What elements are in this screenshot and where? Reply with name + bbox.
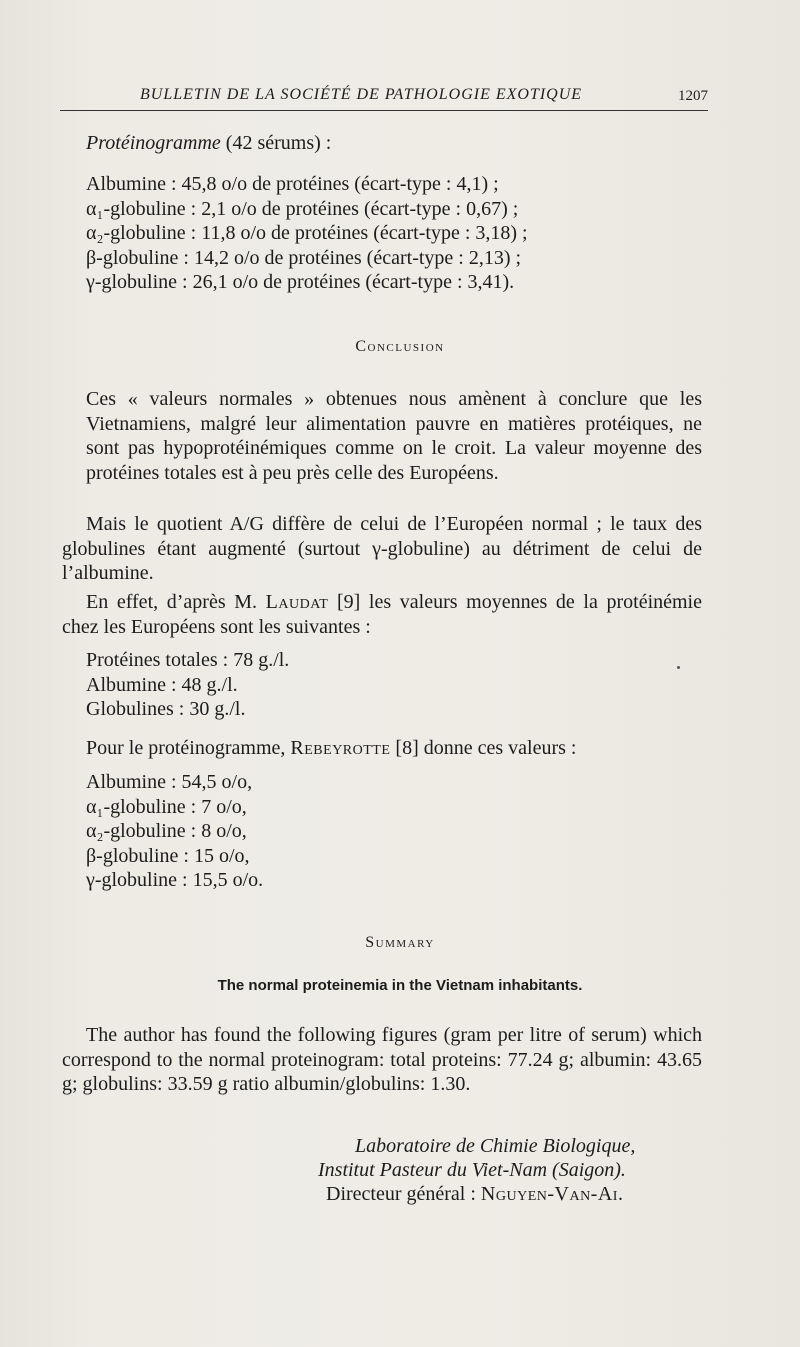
author-rebeyrotte: Rebeyrotte [290,737,391,759]
proteinogram-heading [86,131,331,156]
page-number: 1207 [678,88,708,104]
proteinogram-line-beta: β-globuline : 14,2 o/o de protéines (écart-type : 2,13) ; [86,246,522,269]
summary-english-title: The normal proteinemia in the Vietnam inhabitants. [217,977,583,994]
proteinogram-list [86,172,528,295]
rebeyrotte-values-list [86,770,263,893]
proteinogram-line-albumine: Albumine : 45,8 o/o de protéines (écart-type : 4,1) ; [86,173,499,195]
paragraph-4-start: Pour le protéinogramme, [86,737,291,759]
conclusion-paragraph-3 [62,590,702,639]
european-values-list [86,648,289,722]
running-title: BULLETIN DE LA SOCIÉTÉ DE PATHOLOGIE EXOTIQUE [140,86,583,103]
proteinogram-count: (42 sérums) : [225,132,332,154]
conclusion-paragraph-1: Ces « valeurs normales » obtenues nous amènent à conclure que les Vietnamiens, malgré leur alimentation pauvre en matières protéiques, ne sont pas hypoprotéinémiques comme on le croit. La valeur moyenne des protéines totales est à peu près celle des Européens. [86,388,702,484]
speck-mark [677,666,680,669]
european-value-globulines: Globulines : 30 g./l. [86,698,246,720]
proteinogram-line-alpha1: α₁-globuline : 2,1 o/o de protéines (écart-type : 0,67) ; [86,197,519,220]
proteinogram-line-alpha2: α₂-globuline : 11,8 o/o de protéines (écart-type : 3,18) ; [86,222,528,244]
proteinogram-label: Protéinogramme [86,132,221,154]
summary-title: Summary [365,934,435,951]
conclusion-paragraph-4 [86,736,576,761]
rebeyrotte-value-gamma: γ-globuline : 15,5 o/o. [86,869,264,891]
author-laudat: Laudat [265,591,329,613]
paragraph-3-start: En effet, d’après M. [86,591,266,613]
rebeyrotte-value-alpha1: α₁-globuline : 7 o/o, [86,795,247,818]
paragraph-4-end: [8] donne ces valeurs : [390,737,577,759]
rebeyrotte-value-alpha2: α₂-globuline : 8 o/o, [86,820,247,842]
proteinogram-line-gamma: γ-globuline : 26,1 o/o de protéines (écart-type : 3,41). [86,271,515,293]
running-header [60,84,708,108]
rebeyrotte-value-beta: β-globuline : 15 o/o, [86,844,250,867]
conclusion-title: Conclusion [355,338,445,355]
summary-paragraph: The author has found the following figures (gram per litre of serum) which correspond to the normal proteinogram: total proteins: 77.24 g; albumin: 43.65 g; globulins: 33.59 g ratio albumin/globulins: 1.30. [62,1024,702,1095]
header-rule [60,110,708,111]
conclusion-paragraph-2: Mais le quotient A/G diffère de celui de l’Européen normal ; le taux des globulines étant augmenté (surtout γ-globuline) au détriment de celui de l’albumine. [62,513,702,584]
european-value-albumine: Albumine : 48 g./l. [86,673,238,696]
director-name: Nguyen-Van-Ai. [480,1183,624,1205]
director-label: Directeur général : [326,1183,481,1205]
rebeyrotte-value-albumine: Albumine : 54,5 o/o, [86,771,253,793]
european-value-total: Protéines totales : 78 g./l. [86,649,290,671]
signature-director [326,1183,623,1206]
paragraph-3-end: [9] les valeurs moyennes de la protéinémie chez les Européens sont les suivantes : [62,591,702,638]
signature-lab: Laboratoire de Chimie Biologique, [355,1135,636,1157]
signature-institute: Institut Pasteur du Viet-Nam (Saigon). [318,1159,626,1181]
